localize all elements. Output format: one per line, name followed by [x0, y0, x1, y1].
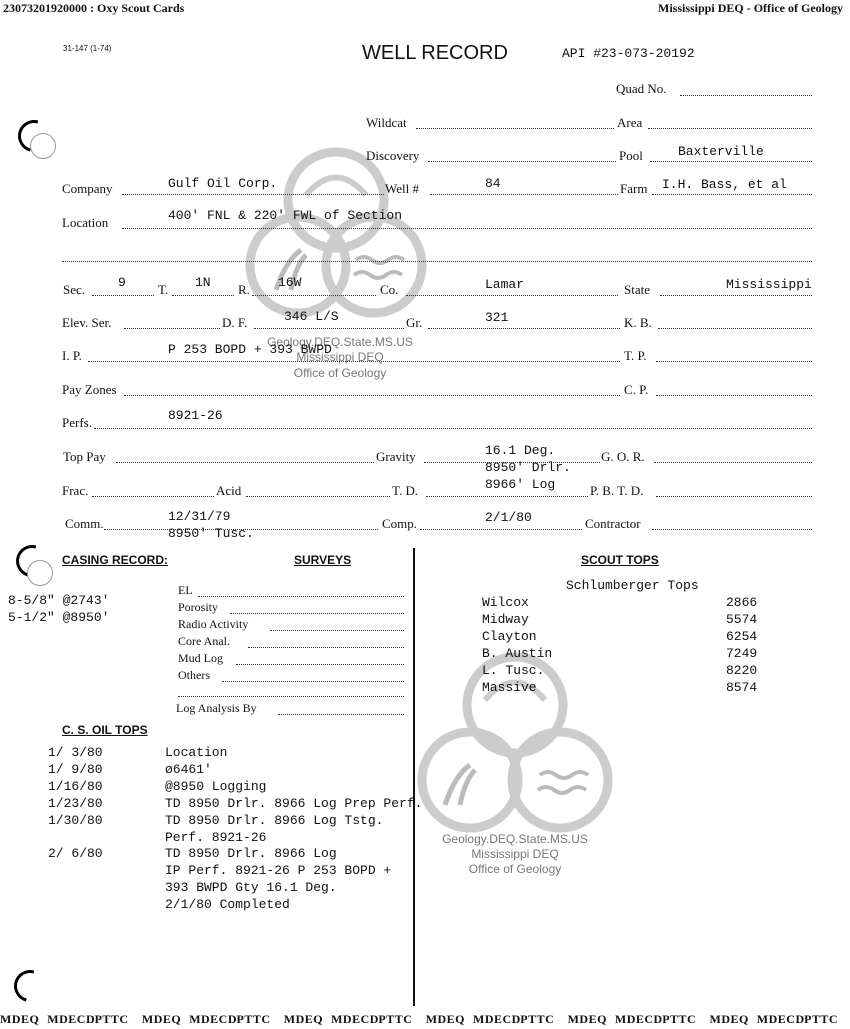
footer-item: MDECD [614, 1012, 663, 1026]
blank-company [122, 194, 384, 195]
value-comm-line1: 12/31/79 [168, 509, 231, 524]
blank-cp [656, 395, 812, 396]
survey-item: EL [178, 583, 193, 597]
blank-contractor [652, 529, 812, 530]
casing-item: 8-5/8" @2743' [8, 593, 110, 608]
oil-top-text: ø6461' [165, 761, 212, 777]
watermark-bottom-line2: Mississippi DEQ [471, 847, 559, 861]
value-co: Lamar [485, 277, 525, 292]
casing-item: 5-1/2" @8950' [8, 610, 110, 625]
label-top-pay: Top Pay [63, 449, 106, 464]
scout-tops-subtitle: Schlumberger Tops [566, 578, 699, 593]
blank-location-line2 [62, 261, 812, 262]
label-location: Location [62, 215, 109, 230]
column-divider [413, 548, 415, 1006]
blank-discovery [428, 161, 616, 162]
oil-top-text: IP Perf. 8921-26 P 253 BOPD + [165, 863, 392, 879]
blank-quad-no [680, 95, 812, 96]
header-right: Mississippi DEQ - Office of Geology [658, 1, 843, 15]
blank-elev-ser [124, 328, 220, 329]
label-kb: K. B. [624, 315, 652, 330]
footer-item: MDEQ [709, 1012, 749, 1026]
blank-survey-mud [236, 664, 404, 665]
blank-pay-zones [124, 395, 620, 396]
footer-item: MDEQ [567, 1012, 607, 1026]
blank-top-pay [116, 462, 374, 463]
footer-item: MDEQ [425, 1012, 466, 1026]
form-code: 31-147 (1-74) [63, 44, 112, 53]
blank-survey-extra [178, 696, 404, 697]
scout-tops-title: SCOUT TOPS [581, 553, 659, 567]
footer-item: MDECD [473, 1012, 521, 1026]
label-pbtd: P. B. T. D. [590, 483, 644, 498]
scout-top-depth: 2866 [726, 595, 758, 610]
blank-survey-el [198, 596, 404, 597]
footer-item: PTTC [236, 1012, 271, 1026]
footer-strip [0, 1012, 850, 1029]
value-sec: 9 [118, 275, 126, 290]
blank-tp [656, 361, 812, 362]
label-ip: I. P. [62, 348, 82, 363]
blank-kb [658, 328, 812, 329]
blank-survey-core [248, 647, 404, 648]
survey-item: Mud Log [178, 651, 223, 665]
blank-pool [650, 161, 812, 162]
value-t: 1N [195, 275, 211, 290]
scout-top-depth: 6254 [726, 629, 758, 644]
label-sec: Sec. [63, 282, 86, 297]
label-gravity: Gravity [376, 449, 416, 464]
label-r: R. [238, 282, 250, 297]
label-df: D. F. [222, 315, 248, 330]
value-perfs: 8921-26 [168, 408, 223, 423]
label-gr: Gr. [406, 315, 423, 330]
blank-ip [88, 361, 620, 362]
oil-top-text: 2/1/80 Completed [165, 897, 290, 913]
oil-top-text: Location [165, 745, 228, 760]
label-td: T. D. [392, 483, 419, 498]
scout-top-depth: 5574 [726, 612, 758, 627]
blank-gor [654, 462, 812, 463]
oil-top-text: TD 8950 Drlr. 8966 Log Tstg. [165, 812, 384, 828]
watermark-bottom-line3: Office of Geology [468, 862, 562, 876]
scout-top-depth: 7249 [726, 646, 758, 661]
oil-top-text: 393 BWPD Gty 16.1 Deg. [165, 880, 337, 896]
label-co: Co. [380, 282, 399, 297]
value-ip: P 253 BOPD + 393 BWPD [168, 342, 332, 357]
value-comm-line2: 8950' Tusc. [168, 526, 254, 541]
oil-tops-title: C. S. OIL TOPS [62, 723, 148, 737]
footer-item: PTTC [662, 1012, 697, 1026]
header-left: 23073201920000 : Oxy Scout Cards [3, 1, 185, 15]
value-company: Gulf Oil Corp. [168, 176, 278, 191]
blank-wildcat [416, 128, 614, 129]
value-df: 346 L/S [284, 309, 339, 324]
footer-item: MDECD [331, 1012, 379, 1026]
blank-survey-porosity [230, 613, 404, 614]
label-discovery: Discovery [366, 148, 420, 163]
survey-item: Others [178, 668, 210, 682]
punch-hole-top-fill [30, 133, 56, 159]
scout-top-name: Wilcox [482, 595, 529, 610]
blank-area [648, 128, 812, 129]
punch-hole-middle-fill [27, 560, 53, 586]
value-comp: 2/1/80 [485, 510, 532, 525]
label-t: T. [158, 282, 169, 297]
api-number: API #23-073-20192 [562, 46, 695, 61]
blank-perfs [94, 428, 812, 429]
value-td-line2: 8966' Log [485, 477, 556, 492]
oil-top-date: 1/30/80 [48, 812, 103, 828]
footer-item: PTTC [804, 1012, 839, 1026]
blank-td [426, 496, 588, 497]
blank-farm [652, 194, 812, 195]
value-gravity: 16.1 Deg. [485, 443, 556, 458]
footer-item: MDECD [756, 1012, 805, 1026]
label-comm: Comm. [65, 516, 104, 531]
oil-top-date: 1/ 3/80 [48, 745, 103, 760]
label-tp: T. P. [624, 348, 647, 363]
punch-hole-bottom [8, 964, 52, 1008]
casing-record-title: CASING RECORD: [62, 553, 169, 567]
scout-top-name: Midway [482, 612, 529, 627]
page-title: WELL RECORD [362, 42, 508, 64]
footer-item: MDEQ [283, 1012, 324, 1026]
label-comp: Comp. [382, 516, 418, 531]
label-frac: Frac. [62, 483, 89, 498]
watermark-top-line2: Mississippi DEQ [296, 350, 384, 364]
value-farm: I.H. Bass, et al [662, 177, 787, 192]
survey-item: Porosity [178, 600, 219, 614]
oil-top-date: 1/ 9/80 [48, 761, 103, 777]
watermark-top-line1: Geology.DEQ.State.MS.US [267, 335, 413, 349]
label-cp: C. P. [624, 382, 649, 397]
label-area: Area [617, 115, 643, 130]
oil-top-date: 1/23/80 [48, 795, 103, 811]
oil-top-text: Perf. 8921-26 [165, 829, 267, 845]
blank-t [172, 295, 234, 296]
scout-top-name: Clayton [482, 629, 537, 644]
label-well-no: Well # [385, 181, 419, 196]
value-pool: Baxterville [678, 144, 764, 159]
label-wildcat: Wildcat [366, 115, 407, 130]
label-contractor: Contractor [585, 516, 641, 531]
blank-survey-others [222, 681, 404, 682]
oil-top-date: 1/16/80 [48, 778, 103, 794]
scout-top-name: Massive [482, 680, 537, 695]
footer-item: PTTC [378, 1012, 413, 1026]
blank-location [122, 228, 812, 229]
scout-top-name: B. Austin [482, 646, 553, 661]
scout-top-name: L. Tusc. [482, 663, 545, 678]
label-gor: G. O. R. [601, 449, 645, 464]
label-perfs: Perfs. [62, 415, 92, 430]
oil-top-text: @8950 Logging [165, 778, 267, 794]
watermark-bottom-line1: Geology.DEQ.State.MS.US [442, 832, 588, 846]
label-elev-ser: Elev. Ser. [62, 315, 112, 330]
blank-pbtd [656, 496, 812, 497]
footer-item: PTTC [520, 1012, 555, 1026]
label-acid: Acid [216, 483, 242, 498]
blank-r [252, 295, 376, 296]
oil-top-text: TD 8950 Drlr. 8966 Log Prep Perf. [165, 795, 423, 811]
log-analysis-label: Log Analysis By [176, 701, 257, 715]
scout-top-depth: 8220 [726, 663, 758, 678]
label-company: Company [62, 181, 113, 196]
label-state: State [624, 282, 650, 297]
value-state: Mississippi [726, 277, 812, 292]
watermark-top-line3: Office of Geology [293, 366, 387, 380]
survey-item: Core Anal. [178, 634, 230, 648]
value-well-no: 84 [485, 176, 501, 191]
blank-co [406, 295, 618, 296]
blank-state [660, 295, 812, 296]
blank-log-analysis [278, 714, 404, 715]
survey-item: Radio Activity [178, 617, 249, 631]
blank-acid [246, 496, 390, 497]
blank-survey-radio [270, 630, 404, 631]
footer-item: MDECD [47, 1012, 96, 1026]
oil-top-text: TD 8950 Drlr. 8966 Log [165, 846, 337, 862]
blank-gr [428, 328, 620, 329]
label-pool: Pool [619, 148, 643, 163]
value-gr: 321 [485, 310, 509, 325]
label-quad-no: Quad No. [616, 81, 667, 96]
blank-df [254, 328, 404, 329]
oil-top-date: 2/ 6/80 [48, 846, 103, 862]
value-location: 400' FNL & 220' FWL of Section [168, 208, 403, 223]
scout-top-depth: 8574 [726, 680, 758, 695]
blank-frac [92, 496, 214, 497]
label-pay-zones: Pay Zones [62, 382, 117, 397]
blank-well-no [430, 194, 618, 195]
footer-item: PTTC [94, 1012, 129, 1026]
value-td-line1: 8950' Drlr. [485, 460, 571, 475]
footer-item: MDECD [189, 1012, 238, 1026]
blank-sec [92, 295, 154, 296]
blank-comp [420, 529, 582, 530]
footer-item: MDEQ [0, 1012, 40, 1026]
footer-item: MDEQ [141, 1012, 182, 1026]
label-farm: Farm [620, 181, 648, 196]
surveys-title: SURVEYS [294, 553, 352, 567]
value-r: 16W [278, 275, 302, 290]
